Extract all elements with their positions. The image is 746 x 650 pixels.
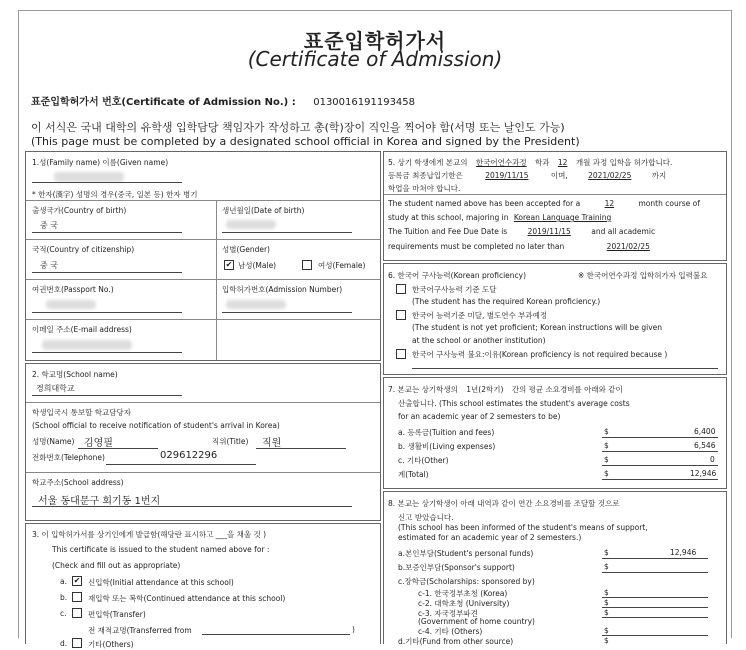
- option-a-letter: a.: [60, 577, 67, 586]
- official-name-label: 성명(Name): [32, 437, 75, 446]
- support-row-label: a.본인부담(Student's personal funds): [398, 549, 534, 558]
- sec5-en3-a: The Tuition and Fee Due Date is: [388, 227, 508, 236]
- cost-row-currency: $: [604, 441, 609, 450]
- sec5-en1-a: The student named above has been accepted for a: [388, 199, 581, 208]
- sec5-en4-a: requirements must be completed no later than: [388, 242, 565, 251]
- option-c-letter: c.: [60, 609, 67, 618]
- option-d-letter: d.: [60, 639, 68, 648]
- scholarship-sub-currency: $: [604, 626, 609, 635]
- option-a-label: 신입학(Initial attendance at this school): [88, 578, 234, 587]
- scholarship-sub-label: c-4. 기타 (Others): [418, 627, 483, 636]
- sec5-en3-b: and all academic: [591, 227, 656, 236]
- telephone-label: 전화번호(Telephone): [32, 453, 105, 462]
- school-address-label: 학교주소(School address): [32, 478, 124, 487]
- scholarship-sub-currency: $: [604, 598, 609, 607]
- scholarship-sub-currency: $: [604, 588, 609, 597]
- sec8-line3: (This school has been informed of the student's means of support,: [398, 523, 648, 532]
- section-2-school-info: [25, 363, 381, 521]
- section-6-korean-proficiency: [383, 263, 727, 375]
- sec7-heading-c: 간의 평균 소요경비를 아래와 같이: [511, 385, 623, 394]
- title-english: (Certificate of Admission): [247, 47, 503, 71]
- dob-redacted: [226, 220, 276, 229]
- proficiency-insufficient-checkbox[interactable]: [396, 310, 406, 320]
- cost-row-amount: 6,400: [694, 427, 716, 436]
- sec6-opt2-ko: 한국어 능력기준 미달, 별도연수 부과예정: [412, 311, 548, 320]
- school-official-label-en: (School official to receive notification of student's arrival in Korea): [32, 421, 280, 430]
- male-checkbox[interactable]: ✔: [225, 260, 233, 269]
- admission-certificate: [18, 10, 732, 649]
- official-title-value: 직원: [262, 438, 282, 449]
- cost-row-currency: $: [604, 455, 609, 464]
- email-label: 이메일 주소(E-mail address): [32, 325, 132, 334]
- passport-label: 여권번호(Passport No.): [32, 285, 114, 294]
- section-3-line1: This certificate is issued to the student named above for :: [52, 545, 270, 554]
- section-5-admission-terms: [383, 151, 727, 261]
- female-label: 여성(Female): [318, 261, 366, 270]
- admission-number-redacted: [226, 300, 286, 309]
- scholarship-sub-label: c-2. 대학초청 (University): [418, 599, 510, 608]
- cost-total-amount: 12,946: [690, 469, 717, 478]
- sec5-en2-a: study at this school, majoring in: [388, 213, 509, 222]
- male-label: 남성(Male): [238, 261, 277, 270]
- section-7-estimated-costs: [383, 377, 727, 489]
- sec6-opt1-ko: 한국어구사능력 기준 도달: [412, 285, 497, 294]
- section-3-certificate-purpose: [25, 523, 381, 649]
- section-3-heading: 3. 이 입학허가서를 상기인에게 발급함(해당란 표시하고 ___을 채울 것 ): [32, 530, 267, 539]
- sec5-date2: 2021/02/25: [588, 171, 632, 180]
- sec6-opt2-en1: (The student is not yet proficient; Korean instructions will be given: [412, 323, 663, 332]
- sec5-date1: 2019/11/15: [485, 171, 529, 180]
- sec5-course: 한국어연수과정: [475, 158, 527, 167]
- sec5-line3: 학업을 마쳐야 합니다.: [388, 184, 461, 193]
- notice-korean: 이 서식은 국내 대학의 유학생 입학담당 책임자가 작성하고 총(학)장이 직인을 찍어야 함(서명 또는 날인도 가능): [31, 121, 565, 134]
- option-d-checkbox[interactable]: [72, 638, 82, 648]
- sec5-line1-a: 5. 상기 학생에게 본교의: [388, 158, 468, 167]
- cost-row-label: c. 기타(Other): [398, 456, 449, 465]
- option-c-label: 편입학(Transfer): [88, 610, 146, 619]
- sec6-opt3: 한국어 구사능력 불요:이유(Korean proficiency is not required because ): [412, 350, 668, 359]
- proficiency-not-required-checkbox[interactable]: [396, 349, 406, 359]
- title-korean: 표준입학허가서: [303, 29, 447, 53]
- country-of-birth-label: 출생국가(Country of birth): [32, 206, 127, 215]
- sec6-opt1-en: (The student has the required Korean proficiency.): [412, 297, 601, 306]
- certificate-number: 0130016191193458: [313, 97, 416, 108]
- sec5-en1-months: 12: [604, 199, 615, 208]
- name-label: 1.성(Family name) 이름(Given name): [32, 158, 169, 167]
- citizenship-label: 국적(Country of citizenship): [32, 245, 135, 254]
- date-of-birth-label: 생년월일(Date of birth): [222, 206, 305, 215]
- sec5-line1-c: 개월 과정 입학을 허가합니다.: [575, 158, 673, 167]
- support-row-label: b.보증인부담(Sponsor's support): [398, 563, 515, 572]
- school-address-value: 서울 동대문구 회기동 1번지: [38, 496, 161, 507]
- option-b-letter: b.: [60, 593, 68, 602]
- option-a-checkbox[interactable]: ✔: [73, 576, 81, 585]
- official-name-value: 김영필: [84, 438, 113, 449]
- email-redacted: [42, 340, 132, 350]
- sec5-line2-b: 이며,: [550, 171, 568, 180]
- support-row-amount: 12,946: [670, 548, 697, 557]
- other-fund-currency: $: [604, 636, 609, 645]
- scholarship-sub-label: c-1. 한국정부초청 (Korea): [418, 589, 508, 598]
- cost-row-label: a. 등록금(Tuition and fees): [398, 428, 495, 437]
- passport-redacted: [46, 300, 96, 309]
- hanja-note: * 한자(漢字) 성명의 경우(중국, 일본 등) 한자 병기: [32, 190, 198, 199]
- cost-row-amount: 0: [710, 455, 715, 464]
- option-c-checkbox[interactable]: [72, 608, 82, 618]
- sec5-line1-b: 학과: [535, 158, 550, 167]
- sec5-en4-date: 2021/02/25: [606, 242, 650, 251]
- citizenship-value: 중 국: [40, 261, 58, 270]
- sec6-opt2-en2: at the school or another institution): [412, 336, 546, 345]
- certificate-number-label: 표준입학허가서 번호(Certificate of Admission No.) :: [31, 97, 296, 108]
- sec5-line2-a: 등록금 최종납입기한은: [388, 171, 463, 180]
- school-name-value: 경희대학교: [36, 384, 75, 393]
- sec7-line3: for an academic year of 2 semesters to be): [398, 412, 561, 421]
- notice-english: (This page must be completed by a designated school official in Korea and signed by the President): [31, 135, 580, 148]
- section-8-means-of-support: [383, 491, 727, 644]
- sec6-heading: 6. 한국어 구사능력(Korean proficiency): [388, 271, 527, 280]
- cost-row-label: b. 생활비(Living expenses): [398, 442, 496, 451]
- telephone-value: 029612296: [160, 450, 218, 461]
- school-name-label: 2. 학교명(School name): [32, 370, 118, 379]
- sec7-line2: 산출합니다. (This school estimates the student's average costs: [398, 399, 630, 408]
- option-d-label: 기타(Others): [88, 640, 134, 649]
- sec5-months: 12: [557, 158, 568, 167]
- transfer-close: ): [352, 625, 355, 634]
- sec8-line4: estimated for an academic year of 2 semesters.): [398, 533, 582, 542]
- scholarship-sub-label: (Government of home country): [418, 617, 535, 626]
- gender-label: 성별(Gender): [222, 245, 270, 254]
- cost-total-label: 계(Total): [398, 470, 429, 479]
- sec6-note: ※ 한국어연수과정 입학허가자 입력불요: [578, 271, 708, 280]
- option-b-label: 재입학 또는 복학(Continued attendance at this school): [88, 594, 286, 603]
- cost-row-amount: 6,546: [694, 441, 716, 450]
- name-underline: [32, 182, 182, 183]
- transfer-underline: [202, 634, 350, 635]
- name-redacted: [54, 172, 124, 182]
- support-row-currency: $: [604, 562, 609, 571]
- female-checkbox[interactable]: [302, 260, 312, 270]
- scholarship-sub-currency: $: [604, 608, 609, 617]
- cost-total-currency: $: [604, 469, 609, 478]
- sec8-heading: 8. 본교는 상기학생이 아래 내역과 같이 연간 소요경비를 조달할 것으로: [388, 499, 620, 508]
- section-1-personal-info: [25, 151, 381, 361]
- sec5-en1-b: month course of: [638, 199, 700, 208]
- proficiency-required-checkbox[interactable]: [396, 284, 406, 294]
- sec5-en3-date: 2019/11/15: [527, 227, 571, 236]
- support-row-currency: $: [604, 548, 609, 557]
- official-title-label: 직위(Title): [212, 437, 249, 446]
- scholarship-sub-label: c-3. 자국정부파견: [418, 609, 478, 618]
- transfer-label: 전 재적교명(Transferred from: [88, 626, 192, 635]
- support-row-label: c.장학금(Scholarships: sponsored by): [398, 577, 535, 586]
- certificate-number-row: [31, 93, 415, 108]
- sec5-major: Korean Language Training: [513, 213, 612, 222]
- admission-number-label: 입학허가번호(Admission Number): [222, 285, 343, 294]
- sec7-heading-b: 1년(2학기): [466, 385, 504, 394]
- sec7-heading-a: 7. 본교는 상기학생의: [388, 385, 458, 394]
- cost-row-currency: $: [604, 427, 609, 436]
- other-fund-label: d.기타(Fund from other source): [398, 637, 514, 646]
- option-b-checkbox[interactable]: [72, 592, 82, 602]
- country-of-birth-value: 중 국: [40, 221, 58, 230]
- section-3-line2: (Check and fill out as appropriate): [52, 561, 181, 570]
- sec8-line2: 신고 받았습니다.: [398, 513, 454, 522]
- sec5-line2-c: 까지: [651, 171, 667, 180]
- school-official-label: 학생입국시 통보할 학교담당자: [32, 408, 131, 417]
